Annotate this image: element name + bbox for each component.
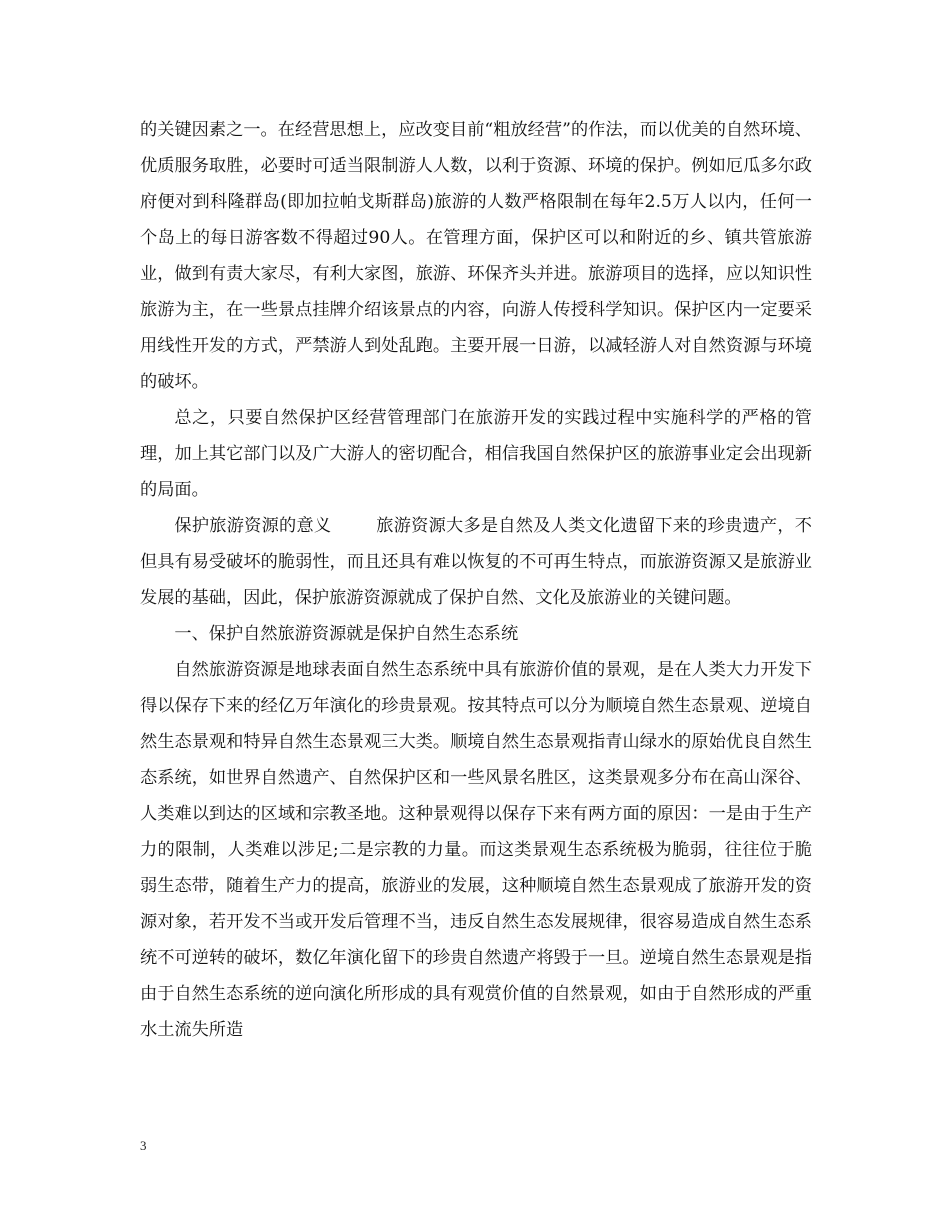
document-body — [140, 112, 812, 1048]
paragraph-1: 的关键因素之一。在经营思想上，应改变目前“粗放经营”的作法，而以优美的自然环境、优质服务取胜，必要时可适当限制游人人数，以利于资源、环境的保护。例如厄瓜多尔政府便对到科隆群岛(即加拉帕戈斯群岛)旅游的人数严格限制在每年2.5万人以内，任何一个岛上的每日游客数不得超过90人。在管理方面，保护区可以和附近的乡、镇共管旅游业，做到有责大家尽，有利大家图，旅游、环保齐头并进。旅游项目的选择，应以知识性旅游为主，在一些景点挂牌介绍该景点的内容，向游人传授科学知识。保护区内一定要采用线性开发的方式，严禁游人到处乱跑。主要开展一日游，以减轻游人对自然资源与环境的破坏。 — [140, 120, 812, 392]
paragraph-5: 自然旅游资源是地球表面自然生态系统中具有旅游价值的景观，是在人类大力开发下得以保存下来的经亿万年演化的珍贵景观。按其特点可以分为顺境自然生态景观、逆境自然生态景观和特异自然生态景观三大类。顺境自然生态景观指青山绿水的原始优良自然生态系统，如世界自然遗产、自然保护区和一些风景名胜区，这类景观多分布在高山深谷、人类难以到达的区域和宗教圣地。这种景观得以保存下来有两方面的原因：一是由于生产力的限制，人类难以涉足;二是宗教的力量。而这类景观生态系统极为脆弱，往往位于脆弱生态带，随着生产力的提高，旅游业的发展，这种顺境自然生态景观成了旅游开发的资源对象，若开发不当或开发后管理不当，违反自然生态发展规律，很容易造成自然生态系统不可逆转的破坏，数亿年演化留下的珍贵自然遗产将毁于一旦。逆境自然生态景观是指由于自然生态系统的逆向演化所形成的具有观赏价值的自然景观，如由于自然形成的严重水土流失所造 — [140, 660, 812, 1040]
paragraph-3-text: 旅游资源大多是自然及人类文化遗留下来的珍贵遗产，不但具有易受破坏的脆弱性，而且还具有难以恢复的不可再生特点，而旅游资源又是旅游业发展的基础，因此，保护旅游资源就成了保护自然、文化及旅游业的关键问题。 — [140, 516, 812, 608]
paragraph-3 — [140, 508, 812, 616]
page-number: 3 — [140, 1138, 147, 1153]
section-heading: 保护旅游资源的意义 — [174, 516, 332, 536]
paragraph-2: 总之，只要自然保护区经营管理部门在旅游开发的实践过程中实施科学的严格的管理，加上其它部门以及广大游人的密切配合，相信我国自然保护区的旅游事业定会出现新的局面。 — [140, 408, 812, 500]
paragraph-4-subheading: 一、保护自然旅游资源就是保护自然生态系统 — [174, 624, 519, 644]
